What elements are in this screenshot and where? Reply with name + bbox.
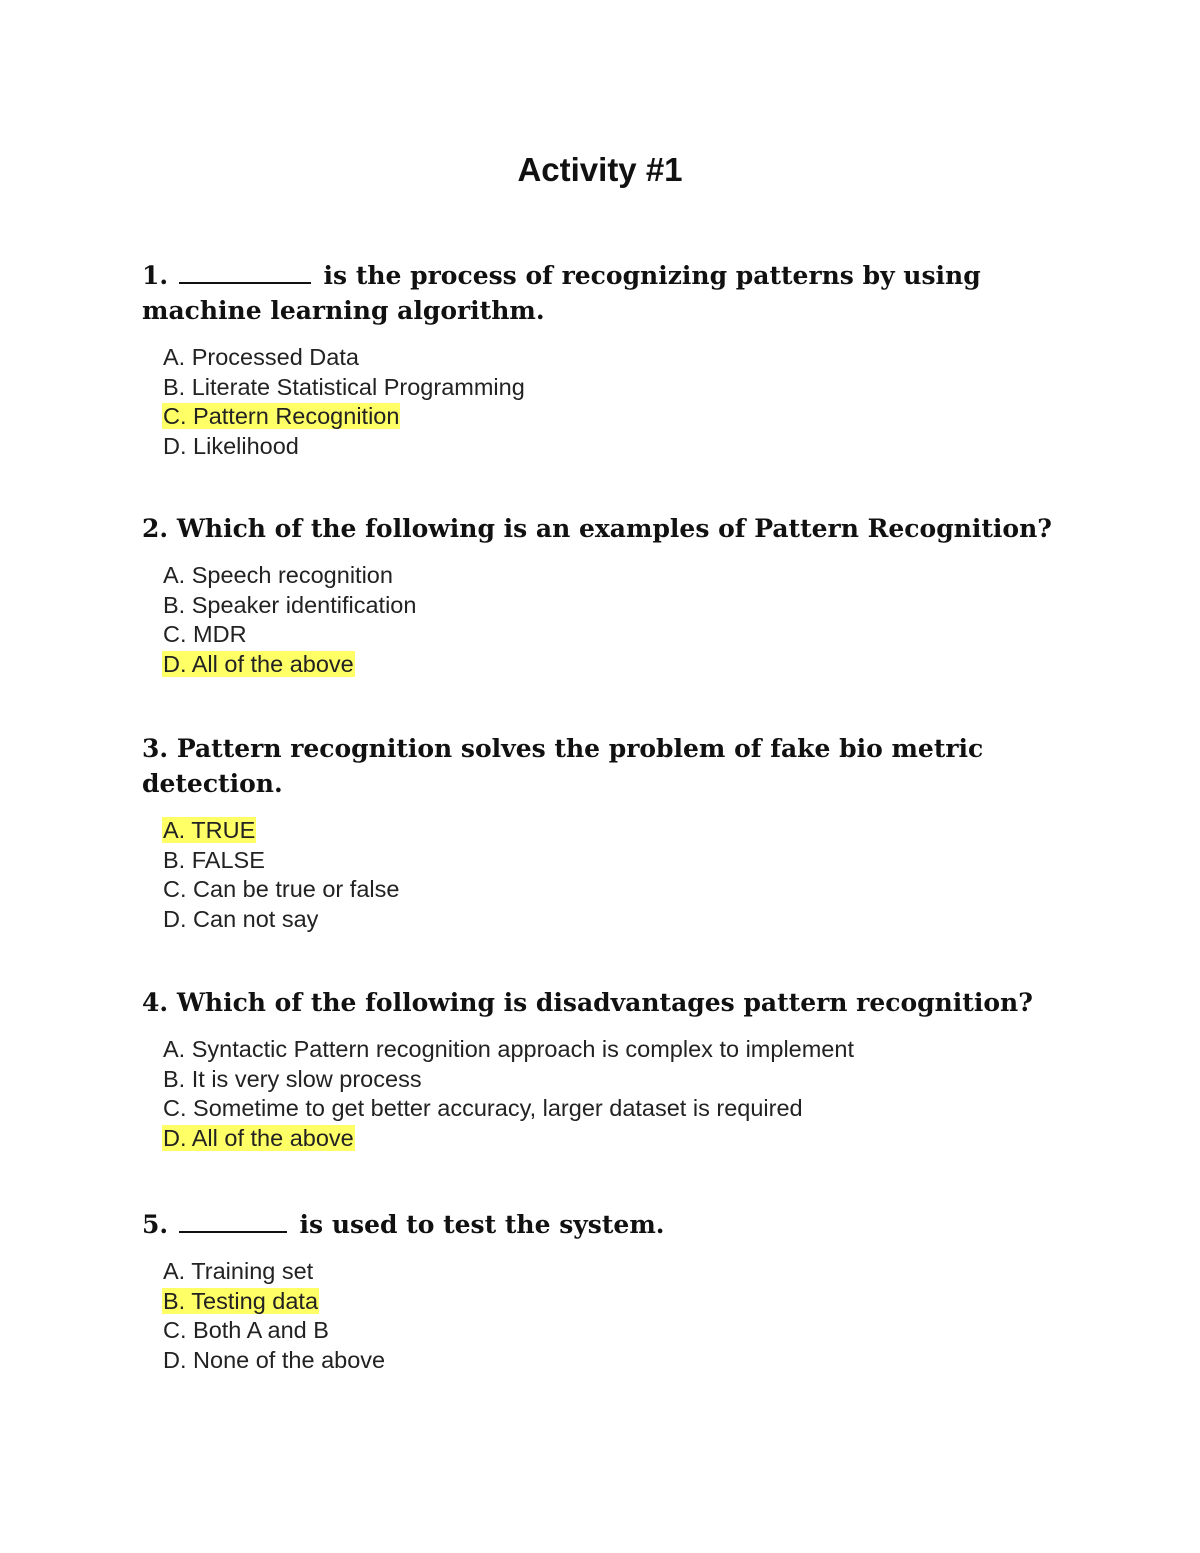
option-label: B. It is very slow process <box>163 1065 422 1092</box>
option-list <box>162 816 1102 934</box>
option-c <box>162 620 1102 650</box>
option-b <box>162 373 1102 403</box>
option-label: C. Sometime to get better accuracy, larger dataset is required <box>163 1095 803 1122</box>
option-d <box>162 905 1102 935</box>
option-d <box>162 1346 1102 1376</box>
option-c <box>162 1316 1102 1346</box>
option-d <box>162 1124 1102 1154</box>
option-label: D. Likelihood <box>163 432 299 459</box>
option-label: B. FALSE <box>163 846 265 873</box>
question-4 <box>142 985 1082 1153</box>
question-prompt: is used to test the system. <box>299 1210 665 1239</box>
question-number: 1. <box>142 261 169 290</box>
option-a <box>162 1035 1102 1065</box>
option-a <box>162 816 1102 846</box>
question-prompt: is the process of recognizing patterns by using machine learning algorithm. <box>142 261 981 325</box>
option-d <box>162 432 1102 462</box>
option-label: A. Processed Data <box>163 344 359 370</box>
question-number: 5. <box>142 1210 169 1239</box>
option-a <box>162 561 1102 591</box>
question-text <box>142 985 1082 1020</box>
option-list <box>162 1257 1102 1375</box>
question-prompt: Which of the following is disadvantages pattern recognition? <box>176 988 1033 1017</box>
option-label: B. Literate Statistical Programming <box>163 373 525 400</box>
answer-blank <box>179 1205 287 1233</box>
option-b <box>162 1065 1102 1095</box>
option-b <box>162 846 1102 876</box>
option-d <box>162 650 1102 680</box>
question-text <box>142 731 1082 801</box>
option-a <box>162 1257 1102 1287</box>
question-text <box>142 511 1082 546</box>
option-label: B. Speaker identification <box>163 591 417 618</box>
answer-blank <box>179 256 311 284</box>
option-label: C. MDR <box>163 621 247 648</box>
option-label: C. Can be true or false <box>163 876 400 903</box>
question-5 <box>142 1205 1082 1375</box>
option-c <box>162 875 1102 905</box>
option-label: D. Can not say <box>163 905 319 932</box>
option-list <box>162 561 1102 679</box>
option-label: A. Syntactic Pattern recognition approach is complex to implement <box>163 1036 854 1062</box>
option-label: D. All of the above <box>163 1124 354 1151</box>
page-title: Activity #1 <box>517 151 683 188</box>
question-1 <box>142 256 1082 461</box>
option-label: A. Speech recognition <box>163 562 393 588</box>
option-list <box>162 1035 1102 1153</box>
option-label: C. Pattern Recognition <box>163 403 400 430</box>
option-label: D. All of the above <box>163 650 354 677</box>
option-b <box>162 1287 1102 1317</box>
question-number: 4. <box>142 988 169 1017</box>
option-label: D. None of the above <box>163 1346 386 1373</box>
question-text <box>142 1205 1082 1242</box>
option-list <box>162 343 1102 461</box>
option-c <box>162 1094 1102 1124</box>
option-c <box>162 402 1102 432</box>
question-3 <box>142 731 1082 934</box>
question-2 <box>142 511 1082 679</box>
option-label: A. TRUE <box>163 817 256 843</box>
question-prompt: Which of the following is an examples of Pattern Recognition? <box>176 514 1052 543</box>
question-number: 2. <box>142 514 169 543</box>
question-text <box>142 256 1082 328</box>
option-a <box>162 343 1102 373</box>
question-number: 3. <box>142 734 169 763</box>
option-b <box>162 591 1102 621</box>
option-label: A. Training set <box>163 1258 314 1284</box>
question-prompt: Pattern recognition solves the problem of fake bio metric detection. <box>142 734 984 798</box>
option-label: C. Both A and B <box>163 1317 329 1344</box>
option-label: B. Testing data <box>163 1287 319 1314</box>
